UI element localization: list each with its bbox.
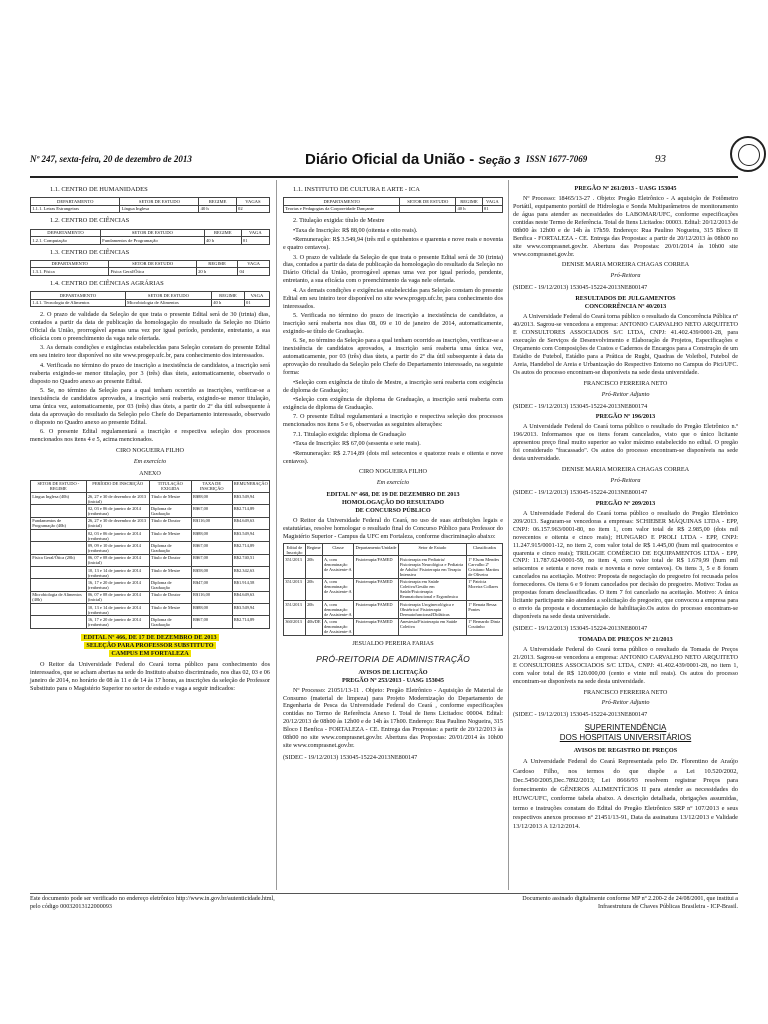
cell: 16, 17 e 20 de janeiro de 2014 (reabertura) <box>86 579 149 591</box>
vacancy-table <box>30 229 270 245</box>
cell: Teorias e Pedagogias da Corporeidade Dançante <box>284 205 400 212</box>
cell: R$2.342,63 <box>232 567 269 579</box>
results-table <box>283 543 503 636</box>
signer-name: FRANCISCO FERREIRA NETO <box>583 688 668 696</box>
seal-icon <box>730 136 766 172</box>
cell: 06, 07 e 08 de janeiro de 2014 (inicial) <box>86 591 149 603</box>
org-title <box>513 723 738 743</box>
table-row <box>31 616 270 628</box>
cell: 26, 27 e 30 de dezembro de 2013 (inicial) <box>86 493 149 505</box>
org-title-line: DOS HOSPITAIS UNIVERSITÁRIOS <box>559 733 692 743</box>
section-title: 1.4. CENTRO DE CIÊNCIAS AGRÁRIAS <box>50 279 164 287</box>
edital-number: EDITAL Nº 466, DE 17 DE DEZEMBRO DE 2013 <box>83 633 217 641</box>
cell: 20 h <box>196 268 237 275</box>
paragraph: •Seleção com exigência de diploma de Graduação, a inscrição será reaberta com exigência de diploma de Graduação. <box>283 395 503 411</box>
cell: R$116,00 <box>191 517 232 529</box>
verification-text: Este documento pode ser verificado no endereço eletrônico http://www.in.gov.br/autenticidade.html, <box>30 896 275 902</box>
issue-line: Nº 247, sexta-feira, 20 de dezembro de 2013 <box>30 154 192 164</box>
footer-right <box>400 896 738 912</box>
paragraph: •Taxa de Inscrição: R$ 67,00 (sessenta e sete reais). <box>293 440 421 448</box>
org-title: PRÓ-REITORIA DE ADMINISTRAÇÃO <box>316 653 470 664</box>
cell: R$67,00 <box>191 542 232 554</box>
table-row <box>284 205 503 212</box>
pregao-title: PREGÃO Nº 209/2013 <box>595 499 656 507</box>
cell: R$2.740,51 <box>232 554 269 566</box>
concorrencia-title: CONCORRÊNCIA Nº 40/2013 <box>584 303 667 311</box>
sidec-line: (SIDEC - 19/12/2013) 153045-15224-2013NE800147 <box>283 754 418 762</box>
cell: Fisioterapia/FAMED <box>354 578 398 600</box>
signature-text: Documento assinado digitalmente conforme MP nº 2.200-2 de 24/08/2001, que institui a <box>522 896 738 902</box>
sidec-line: (SIDEC - 19/12/2013) 153045-15224-2013NE800147 <box>513 284 648 292</box>
signer-role: Pró-Reitor Adjunto <box>601 699 650 707</box>
paragraph: 5. Se, no término da Seleção para a qual tenham ocorrido as inscrições, verificar-se a inexistência de candidatos aprovados, a inscrição será reaberta, exigindo-se menor titulação, uma única vez, automaticamente, por 03 (três) dias úteis, a partir do 2º dia útil subsequente à data da aprovação do resultado da Seleção pelo Chefe do Departamento interessado, observado o disposto no Quadro anexo ao presente Edital. <box>30 386 270 426</box>
th-edital: Edital de Inscrição <box>284 543 306 555</box>
cell: R$67,00 <box>191 616 232 628</box>
cell: 1.3.1. Física <box>31 268 109 275</box>
th-vagas: VAGAS <box>236 198 269 205</box>
signer-name: JESUALDO PEREIRA FARIAS <box>352 639 434 647</box>
cell <box>31 567 87 579</box>
section-title: 1.3. CENTRO DE CIÊNCIAS <box>50 248 130 256</box>
th-regime: Regime <box>305 543 322 555</box>
cell: Fisioterapia em Pediatria/ Fisioterapia Neurológica e Pediatria de Adulto/ Fisioterapia em Terapia Intensiva <box>398 556 466 578</box>
cell <box>31 542 87 554</box>
publication-name: Diário Oficial da União - <box>305 151 479 168</box>
avisos-title: AVISOS DE LICITAÇÃO <box>358 668 428 676</box>
edital-468-heading: EDITAL Nº 468, DE 19 DE DEZEMBRO DE 2013 <box>326 491 460 499</box>
cell <box>31 505 87 517</box>
vacancy-table <box>30 291 270 307</box>
vacancy-table <box>283 197 503 213</box>
cell: 40 h <box>456 205 482 212</box>
table-row <box>31 268 270 275</box>
cell: 01 <box>482 205 502 212</box>
th-classe: Classe <box>322 543 354 555</box>
table-row <box>284 601 503 618</box>
table-row <box>284 556 503 578</box>
sidec-line: (SIDEC - 19/12/2013) 153045-15224-2013NE800147 <box>513 624 648 632</box>
cell: R$67,00 <box>191 554 232 566</box>
paragraph: A Universidade Federal do Ceará torna público o resultado do Pregão Eletrônico 209/2013. Sagraram-se vencedoras a empresas: SCHIEBER MÁQUINAS LTDA - EPP, CNPJ: 06.157.963/0001-80, no item 1, com valor total de R$ 2.985,00 (dois mil novecentos e oitenta e cinco reais); HUNGARO E PROLI LTDA - EPP, CNPJ: 11.247.915/0001-12, no item 2, com valor total de R$ 1.445,00 (hum mil quatrocentos e quarenta e cinco reais); TRILOGIE COMÉRCIO DE EQUIPAMENTOS LTDA - EPP, CNPJ: 11.787.624/0001-59, no item 4, com valor total de R$ 1.679,99 (hum mil seiscentos e setenta e nove reais e noventa e nove centavos). Os itens 3, 5 e 8 foram cancelados na aceitação. Motivo: Proposta de negociação do pregoeiro foi recusada pelos fornecedores. Os itens 6 e 9 foram cancelados por decisão do pregoeiro. Motivo: Todas as propostas foram desclassificadas. O item 7 foi cancelado na aceitação. Motivo: A única licitante participante não atendeu a solicitação do pregoeiro, que convocou a empresa para o envio da proposta e documentação de habilitação.Os autos do processo encontram-se disponíveis na sede desta universidade. <box>513 509 738 620</box>
cell: R$47,00 <box>191 579 232 591</box>
cell: 351/2013 <box>284 578 306 600</box>
cell: 06, 07 e 08 de janeiro de 2014 (inicial) <box>86 554 149 566</box>
cell: 09, 09 e 10 de janeiro de 2014 (reabertura) <box>86 542 149 554</box>
paragraph: •Taxa de Inscrição: R$ 88,00 (oitenta e oito reais). <box>293 226 418 234</box>
cell: 16, 17 e 20 de janeiro de 2014 (reabertura) <box>86 616 149 628</box>
cell: Fundamentos de Programação <box>100 237 204 244</box>
th-titulacao: TITULAÇÃO EXIGIDA <box>149 480 191 492</box>
paragraph: 6. Se, no término da Seleção para a qual tenham ocorrido as inscrições, verificar-se a inexistência de candidatos aprovados, a inscrição será reaberta uma única vez, automaticamente, por 03 (três) dias úteis, a partir do 2º dia útil subsequente à data da aprovação do resultado da Seleção pelo Chefe do Departamento interessado, na seguinte forma: <box>283 337 503 377</box>
paragraph: •Remuneração: R$ 3.549,94 (três mil e quinhentos e quarenta e nove reais e noventa e quatro centavos). <box>283 236 503 252</box>
table-row <box>31 237 270 244</box>
th-departamento: DEPARTAMENTO <box>31 229 101 236</box>
column-divider <box>276 180 277 890</box>
table-row <box>31 579 270 591</box>
cell: 02, 03 e 06 de janeiro de 2014 (reabertura) <box>86 530 149 542</box>
paragraph: 6. O presente Edital regulamentará a inscrição e respectiva seleção dos processos mencionados nos itens 4 e 5, acima mencionados. <box>30 428 270 444</box>
paragraph: •Seleção com exigência de título de Mestre, a inscrição será reaberta com exigência de diploma de Graduação; <box>283 378 503 394</box>
cell: Título de Mestre <box>149 530 191 542</box>
cell: 351/2013 <box>284 601 306 618</box>
cell: Título de Mestre <box>149 493 191 505</box>
cell: Fisioterapia em Saúde Coletiva/Gestão em Saúde/Fisioterapia Reumatofuncional e Ergonômica <box>398 578 466 600</box>
pregao-title: PREGÃO Nº 196/2013 <box>595 413 656 421</box>
th-vaga: VAGA <box>244 292 269 299</box>
th-regime: REGIME <box>212 292 245 299</box>
signer-name: FRANCISCO FERREIRA NETO <box>583 379 668 387</box>
table-row <box>31 299 270 306</box>
paragraph: Nº Processo: 21051/13-11 . Objeto: Pregão Eletrônico - Aquisição de Material de Consumo (material de limpeza) para Projeto Modernização do Departamento de Engenharia de Pesca da Universidade Federal do Ceará , conforme especificações contidas no Termo de Referência Anexo I. Total de Itens Licitados: 00004. Edital: 20/12/2013 de 08h00 às 12h00 e de 14h às 17h00. Endereço: Rua Paulino Nogueira, 315 Bloco I Benfica - FORTALEZA - CE. Entrega das Propostas: a partir de 20/12/2013 às 08h00 no site www.comprasnet.gov.br. Abertura das Propostas: 20/01/2014 às 10h00 site www.comprasnet.gov.br. <box>283 686 503 750</box>
cell: R$3.549,94 <box>232 530 269 542</box>
verification-code: pelo código 00032013122000093 <box>30 903 112 910</box>
th-setor: SETOR DE ESTUDO <box>120 198 199 205</box>
publication-title <box>305 150 520 169</box>
cell: 40 h <box>199 205 236 212</box>
cell <box>31 579 87 591</box>
paragraph: 7.1. Titulação exigida: diploma de Graduação <box>293 430 406 438</box>
th-classificados: Classificados <box>467 543 503 555</box>
section-title: 1.1. INSTITUTO DE CULTURA E ARTE - ICA <box>293 186 420 193</box>
paragraph: O Reitor da Universidade Federal do Ceará torna público para conhecimento dos interessados, que se acham abertas na sede do Instituto abaixo discriminado, nos dias 02, 03 e 06 janeiro de 2014, no horário de 08 às 11 e de 14 às 17 horas, as inscrições da seleção de Professor Substituto para o Magistério Superior no setor de estudo e vaga a seguir indicados: <box>30 660 270 692</box>
cell: Diploma de Graduação <box>149 579 191 591</box>
results-title: RESULTADOS DE JULGAMENTOS <box>575 295 676 303</box>
th-setor: SETOR DE ESTUDO <box>109 260 197 267</box>
annex-title: ANEXO <box>139 469 161 477</box>
sidec-line: (SIDEC - 19/12/2013) 153045-15224-2013NE800147 <box>513 711 648 719</box>
sidec-line: (SIDEC - 19/12/2013) 153045-15224-2013NE800174 <box>513 402 648 410</box>
cell: R$1.914,58 <box>232 579 269 591</box>
section-label: Seção 3 <box>478 155 520 167</box>
org-title-line: SUPERINTENDÊNCIA <box>584 723 667 733</box>
paragraph: O Reitor da Universidade Federal do Ceará, no uso de suas atribuições legais e estatutárias, resolve homologar o resultado final do Concurso Público para Professor do Magistério Superior - Campus da UFC em Fortaleza, conforme discriminação abaixo: <box>283 517 503 540</box>
paragraph: A Universidade Federal do Ceará torna público o resultado da Tomada de Preços 21/2013. Sagrou-se vencedora a empresa: ANTONIO CARVALHO NETO ARQUITETO E CONSULTORES ASSOCIADOS S/C LTDA, CNPJ: 41.402.439/0001-28, no item 1, com valor total de R$ 120.000,00 (cento e vinte mil reais). Os autos do processo encontram-se disponíveis na sede desta universidade. <box>513 645 738 685</box>
table-row <box>31 603 270 615</box>
cell: Título de Mestre <box>149 603 191 615</box>
pregao-title: PREGÃO Nº 261/2013 - UASG 153045 <box>574 185 677 192</box>
table-row <box>31 205 270 212</box>
cell: 26, 27 e 30 de dezembro de 2013 (inicial) <box>86 517 149 529</box>
signer-role: Pró-Reitor Adjunto <box>601 390 650 398</box>
signer-role: Pró-Reitora <box>610 477 641 484</box>
th-setor: SETOR DE ESTUDO <box>125 292 211 299</box>
cell: Diploma de Graduação <box>149 616 191 628</box>
cell: A, com denominação de Assistente-A <box>322 601 354 618</box>
cell: 04 <box>238 268 270 275</box>
cell: 01 <box>241 237 269 244</box>
sidec-line: (SIDEC - 19/12/2013) 153045-15224-2013NE800147 <box>513 488 648 496</box>
cell: 40 h <box>212 299 245 306</box>
issn: ISSN 1677-7069 <box>526 154 588 164</box>
cell: 01 <box>244 299 269 306</box>
th-vaga: VAGA <box>241 229 269 236</box>
cell: Fisioterapia Uroginecológica e Obstétrica/ Fisioterapia Dermatofuncional/Didáticas <box>398 601 466 618</box>
edital-468-subheading: DE CONCURSO PÚBLICO <box>355 507 431 515</box>
annex-table <box>30 480 270 629</box>
page-header <box>30 150 738 176</box>
cell: Física Geral/Ótica (20h) <box>31 554 87 566</box>
cell: R$4.649,63 <box>232 591 269 603</box>
th-departamento: DEPARTAMENTO <box>31 198 120 205</box>
paragraph: 3. O prazo de validade da Seleção de que trata o presente Edital será de 30 (trinta) dias, contados a partir da data de publicação da homologação do resultado da Seleção no Diário Oficial da União, prorrogável apenas uma vez por igual período, pendente, entretanto, a sua eficácia com o preenchimento da vaga nele ofertada. <box>283 253 503 285</box>
th-remuneracao: REMUNERAÇÃO <box>232 480 269 492</box>
cell: Anestesia/Fisioterapia em Saúde Coletiva <box>398 618 466 635</box>
cell: 1.4.1. Tecnologia de Alimentos <box>31 299 126 306</box>
cell: R$4.649,63 <box>232 517 269 529</box>
section-title: 1.1. CENTRO DE HUMANIDADES <box>50 186 148 193</box>
cell: Língua Inglesa <box>120 205 199 212</box>
cell: 1º Patrícia Moreira Collares <box>467 578 503 600</box>
cell: A, com denominação de Assistente-A <box>322 578 354 600</box>
avisos-title: AVISOS DE REGISTRO DE PREÇOS <box>573 747 678 755</box>
cell: R$116,00 <box>191 591 232 603</box>
header-rule <box>30 176 738 178</box>
th-taxa: TAXA DE INSCRIÇÃO <box>191 480 232 492</box>
cell: Título de Mestre <box>149 567 191 579</box>
cell: Língua Inglesa (40h) <box>31 493 87 505</box>
top-margin <box>0 0 768 150</box>
table-row <box>31 554 270 566</box>
cell: Título de Doutor <box>149 591 191 603</box>
cell: Fundamentos de Programação (40h) <box>31 517 87 529</box>
cell: 1.2.1. Computação <box>31 237 101 244</box>
th-vaga: VAGA <box>238 260 270 267</box>
cell <box>400 205 456 212</box>
signer-role: Pró-Reitora <box>610 272 641 280</box>
cell: Física Geral/Ótica <box>109 268 197 275</box>
cell: Diploma de Graduação <box>149 505 191 517</box>
signer-name: CIRO NOGUEIRA FILHO <box>358 468 428 476</box>
cell: 10, 13 e 14 de janeiro de 2014 (reabertura) <box>86 603 149 615</box>
cell: R$3.549,94 <box>232 493 269 505</box>
cell: Microbiologia de Alimentos <box>125 299 211 306</box>
footer-rule <box>30 893 738 894</box>
table-row <box>284 578 503 600</box>
th-setor: SETOR DE ESTUDO <box>100 229 204 236</box>
vacancy-table <box>30 197 270 213</box>
table-row <box>31 530 270 542</box>
cell: R$2.714,89 <box>232 616 269 628</box>
th-regime: REGIME <box>199 198 236 205</box>
cell: 40h/DE <box>305 618 322 635</box>
cell: Diploma de Graduação <box>149 542 191 554</box>
cell: Fisioterapia/FAMED <box>354 556 398 578</box>
cell: A, com denominação de Assistente-A <box>322 556 354 578</box>
th-departamento: DEPARTAMENTO <box>31 292 126 299</box>
th-setor: SETOR DE ESTUDO <box>400 198 456 205</box>
th-vaga: VAGA <box>482 198 502 205</box>
table-row <box>31 591 270 603</box>
table-row <box>31 505 270 517</box>
cell: R$88,00 <box>191 603 232 615</box>
pregao-title: PREGÃO Nº 253/2013 - UASG 153045 <box>342 676 444 684</box>
cell: R$67,00 <box>191 505 232 517</box>
paragraph: •Remuneração: R$ 2.714,89 (dois mil setecentos e quatorze reais e oitenta e nove centavos). <box>283 449 503 465</box>
cell: Título de Doutor <box>149 554 191 566</box>
paragraph: 5. Verificada no término do prazo de inscrição a inexistência de candidatos, a inscrição será reaberta nos dias 08, 09 e 10 de janeiro de 2014, automaticamente, exigindo-se título de Graduação. <box>283 312 503 335</box>
page-number: 93 <box>655 153 666 165</box>
cell: 10, 13 e 14 de janeiro de 2014 (reabertura) <box>86 567 149 579</box>
column-divider <box>508 180 509 890</box>
column-1 <box>30 182 270 694</box>
cell: 1º Renata Bessa Pontes <box>467 601 503 618</box>
paragraph: Nº Processo: 18465/13-27 . Objeto: Pregão Eletrônico - A aquisição de Fotômetro Portátil, equipamento portátil de Hidrologia e Sonda Multiparâmetros de monitoramento de água para atender as necessidades do LABOMAR/UFC, conforme especificações contidas neste Termo de Referência. Total de Itens Licitados: 00003. Edital: 20/12/2013 de 08h00 às 12h00 e de 14h às 17h59. Endereço: Rua Paulino Nogueira, 315 Bloco II Benfica - FORTALEZA - CE. Entrega das Propostas: a partir de 20/12/2013 às 08h00 no site www.comprasnet.gov.br. Abertura das Propostas: 20/01/2014 às 10h00 site www.comprasnet.gov.br. <box>513 194 738 258</box>
vacancy-table <box>30 260 270 276</box>
paragraph: A Universidade Federal do Ceará torna público o resultado do Pregão Eletrônico n.º 196/2013. Informamos que os itens foram cancelados, visto que o único licitante apresentou preço final muito superior ao valor máximo estabelecido no edital. O pregão foi considerado "fracassado". Os autos do processo encontram-se disponíveis na sede desta universidade. <box>513 423 738 463</box>
column-2 <box>283 182 503 765</box>
th-setor-regime: SETOR DE ESTUDO - REGIME <box>31 480 87 492</box>
signer-role: Em exercício <box>133 457 167 465</box>
th-departamento: Departamento/Unidade <box>354 543 398 555</box>
cell: 351/2013 <box>284 556 306 578</box>
signer-role: Em exercício <box>376 479 410 487</box>
cell: R$3.549,94 <box>232 603 269 615</box>
cell: R$2.714,89 <box>232 542 269 554</box>
th-regime: REGIME <box>456 198 482 205</box>
table-row <box>31 493 270 505</box>
paragraph: 2. Titulação exigida: título de Mestre <box>293 217 385 225</box>
cell: 02 <box>236 205 269 212</box>
th-departamento: DEPARTAMENTO <box>31 260 109 267</box>
cell: Fisioterapia/FAMED <box>354 601 398 618</box>
paragraph: 7. O presente Edital regulamentará a inscrição e respectiva seleção dos processos mencionados nos itens 5 e 6, observadas as seguintes alterações: <box>283 413 503 429</box>
th-regime: REGIME <box>196 260 237 267</box>
cell: 40 h <box>204 237 241 244</box>
table-row <box>31 567 270 579</box>
cell: 20h <box>305 578 322 600</box>
cell: R$88,00 <box>191 493 232 505</box>
paragraph: 4. As demais condições e exigências estabelecidas para Seleção constam do presente Edital em seu inteiro teor disponível no site www.progep.ufc.br, para conhecimento dos interessados. <box>283 286 503 310</box>
cell: Fisioterapia/FAMED <box>354 618 398 635</box>
cell: R$58,00 <box>191 567 232 579</box>
cell: 02, 03 e 06 de janeiro de 2014 (reabertura) <box>86 505 149 517</box>
cell <box>31 530 87 542</box>
th-departamento: DEPARTAMENTO <box>284 198 400 205</box>
cell: 1.1.1. Letras Estrangeiras <box>31 205 120 212</box>
section-title: 1.2. CENTRO DE CIÊNCIAS <box>50 217 130 225</box>
paragraph: A Universidade Federal do Ceará Representada pelo Dr. Florentino de Araújo Cardoso Filho, nos termos do que dispõe a Lei 10.520/2002, Dec.5450/2005,Dec.7892/2013; Lei 8666/93 resolvem registrar Preços para fornecimento de GÊNEROS ALIMENTÍCIOS II para atender as necessidades do HUWC/UFC, conforme tabela abaixo. A descrição detalhada, obrigações assumidas, termo e instruções constam do Edital do Pregão Eletrônico SRP nº 107/2013 e seus respectivos anexos processo nº 21451/13-91, Data da assinatura 13/12/2013 e Validade 13/12/2013 A 12/12/2014. <box>513 758 738 831</box>
table-row <box>31 542 270 554</box>
cell: 20h <box>305 556 322 578</box>
table-row <box>284 618 503 635</box>
edital-subject: SELEÇÃO PARA PROFESSOR SUBSTITUTO <box>86 641 214 649</box>
cell <box>31 616 87 628</box>
tomada-title: TOMADA DE PREÇOS Nº 21/2013 <box>578 635 673 643</box>
edital-campus: CAMPUS EM FORTALEZA <box>111 649 189 657</box>
cell <box>31 603 87 615</box>
cell: R$88,00 <box>191 530 232 542</box>
paragraph: 2. O prazo de validade da Seleção de que trata o presente Edital será de 30 (trinta) dias, contados a partir da data de publicação da homologação do resultado da Seleção no Diário Oficial da União, prorrogável apenas uma vez por igual período, pendente, entretanto, a sua eficácia com o preenchimento da vaga nele ofertada. <box>30 311 270 342</box>
paragraph: 4. Verificada no término do prazo de inscrição a inexistência de candidatos, a inscrição será reaberta exigindo-se menor titulação, por 3 (três) dias úteis, automaticamente, observado o disposto no Quadro anexo ao presente Edital. <box>30 361 270 385</box>
paragraph: A Universidade Federal do Ceará torna público o resultado da Concorrência Pública nº 40/2013. Sagrou-se vencedora a empresa: ANTONIO CARVALHO NETO ARQUITETO E CONSULTORES ASSOCIADOS S/C LTDA, CNPJ: 41.402.439/0001-28, para execução de Serviços de Desenvolvimento e Elaboração de Projetos, Especificações e Orçamento com Composições de Custos e Cadernos de Encargos para a Construção de um Estádio de Futebol, Estádio para a Prática de Rugbi, Quadras de Voleibol, Futebol de Areia, Handebol de Areia e Urbanização do Respectivo Entorno no Campus do Pici/UFC. Os autos do processo encontram-se disponíveis na sede desta universidade. <box>513 313 738 376</box>
th-setor: Setor de Estudo <box>398 543 466 555</box>
edital-468-subheading: HOMOLOGAÇÃO DO RESULTADO <box>341 499 445 507</box>
cell: Microbiologia de Alimentos (40h) <box>31 591 87 603</box>
bottom-margin <box>0 920 768 1024</box>
cell: 20h <box>305 601 322 618</box>
cell: 360/2013 <box>284 618 306 635</box>
cell: R$2.714,89 <box>232 505 269 517</box>
th-regime: REGIME <box>204 229 241 236</box>
cell: 1º Bernardo Diniz Coutinho <box>467 618 503 635</box>
cell: A, com denominação de Assistente-A <box>322 618 354 635</box>
edital-466-heading <box>30 634 270 658</box>
footer-left <box>30 896 360 912</box>
icp-text: Infraestrutura de Chaves Públicas Brasileira - ICP-Brasil. <box>598 903 738 910</box>
signer-name: DENISE MARIA MOREIRA CHAGAS CORREA <box>561 261 690 269</box>
signer-name: DENISE MARIA MOREIRA CHAGAS CORREA <box>561 466 690 474</box>
th-periodo: PERÍODO DE INSCRIÇÃO <box>86 480 149 492</box>
cell: 1º Elsom Mendes Carvalho 2º Cristiano Martins de Oliveira <box>467 556 503 578</box>
paragraph: 3. As demais condições e exigências estabelecidas para Seleção constam do presente Edital em seu inteiro teor disponível no site www.progep.ufc.br, para conhecimento dos interessados. <box>30 344 270 360</box>
cell: Título de Doutor <box>149 517 191 529</box>
column-3 <box>513 182 738 833</box>
signer-name: CIRO NOGUEIRA FILHO <box>115 447 185 454</box>
table-row <box>31 517 270 529</box>
